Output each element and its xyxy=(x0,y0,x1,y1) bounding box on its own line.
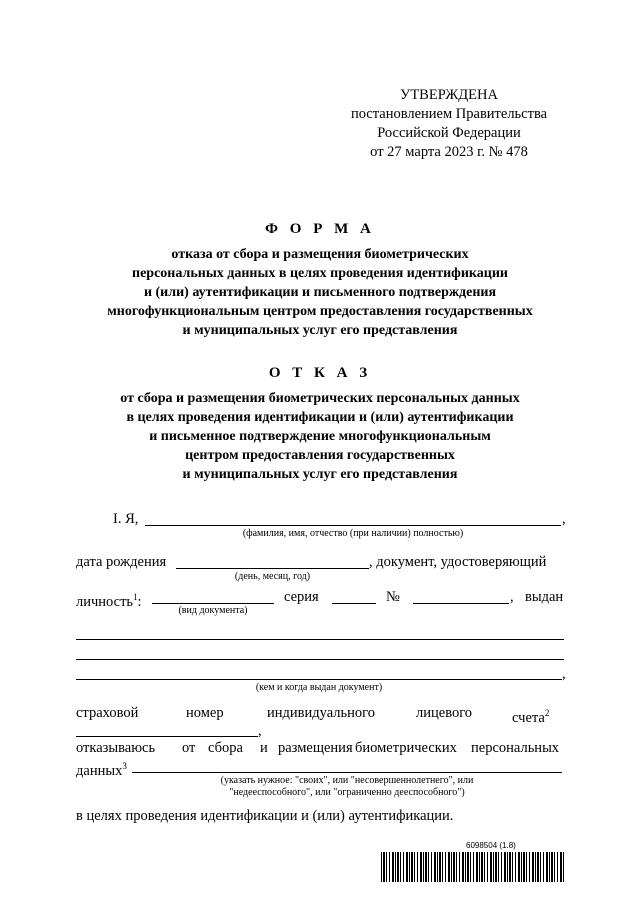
doc-type-field[interactable] xyxy=(152,603,274,604)
barcode-icon xyxy=(381,852,565,882)
data-label-text: данных xyxy=(76,762,123,779)
refuse-word: и xyxy=(260,740,268,756)
approval-line: от 27 марта 2023 г. № 478 xyxy=(370,144,528,160)
refuse-word: биометрических xyxy=(355,740,457,756)
series-label: серия xyxy=(284,589,319,605)
refusal-subtitle-line: в целях проведения идентификации и (или) аутентификации xyxy=(126,410,514,425)
issued-by-line-3[interactable] xyxy=(76,679,562,680)
document-label: , документ, удостоверяющий xyxy=(369,554,547,570)
refuse-word: отказываюсь xyxy=(76,740,156,756)
i-label: I. Я, xyxy=(113,511,139,527)
full-name-caption: (фамилия, имя, отчество (при наличии) полностью) xyxy=(242,528,464,539)
issued-by-line-2[interactable] xyxy=(76,659,564,660)
refusal-subtitle-line: и муниципальных услуг его представления xyxy=(182,467,458,482)
refuse-word: от xyxy=(182,740,196,756)
form-subtitle-line: персональных данных в целях проведения идентификации xyxy=(132,266,508,281)
refusal-subtitle-line: от сбора и размещения биометрических персональных данных xyxy=(120,391,520,406)
form-subtitle-line: многофункциональным центром предоставления государственных xyxy=(107,304,533,319)
dob-field[interactable] xyxy=(176,568,369,569)
number-field[interactable] xyxy=(413,603,509,604)
data-label xyxy=(76,757,127,780)
refusal-title: О Т К А З xyxy=(268,365,372,381)
snils-word: индивидуального xyxy=(267,705,375,721)
whose-caption-2: "недееспособного", или "ограниченно дееспособного") xyxy=(229,787,465,798)
form-title: Ф О Р М А xyxy=(265,221,375,237)
number-label: № xyxy=(386,589,400,605)
identity-label: личность$^1$: xyxy=(76,592,142,610)
snils-word: счета xyxy=(512,709,545,726)
approval-line: УТВЕРЖДЕНА xyxy=(400,87,498,103)
refusal-subtitle xyxy=(60,389,580,484)
snils-word: лицевого xyxy=(416,705,473,721)
dob-label: дата рождения xyxy=(76,554,167,570)
approval-line: Российской Федерации xyxy=(377,125,521,141)
dob-caption: (день, месяц, год) xyxy=(234,571,311,582)
approval-block xyxy=(330,86,568,162)
issued-by-line-1[interactable] xyxy=(76,639,564,640)
form-subtitle xyxy=(60,245,580,340)
form-subtitle-line: отказа от сбора и размещения биометрических xyxy=(171,247,469,262)
issued-caption: (кем и когда выдан документ) xyxy=(255,682,383,693)
whose-data-field[interactable] xyxy=(132,772,562,773)
comma: , xyxy=(562,511,566,527)
purpose-text: в целях проведения идентификации и (или) аутентификации. xyxy=(76,808,454,824)
approval-line: постановлением Правительства xyxy=(350,106,548,122)
identity-label-text: личность xyxy=(76,593,134,610)
footnote-3: 3 xyxy=(122,761,127,771)
snils-word: страховой xyxy=(76,705,139,721)
footnote-1: 1 xyxy=(133,592,138,602)
footnote-2: 2 xyxy=(544,708,550,718)
refuse-word: сбора xyxy=(208,740,243,756)
doc-type-caption: (вид документа) xyxy=(178,605,248,616)
snils-word: номер xyxy=(186,705,224,721)
refusal-subtitle-line: центром предоставления государственных xyxy=(185,448,455,463)
form-subtitle-line: и муниципальных услуг его представления xyxy=(182,323,458,338)
snils-label xyxy=(512,704,549,727)
refuse-word: персональных xyxy=(471,740,560,756)
issued-label: выдан xyxy=(525,589,564,605)
full-name-field[interactable] xyxy=(145,525,561,526)
refuse-word: размещения xyxy=(278,740,353,756)
snils-field[interactable] xyxy=(76,736,258,737)
series-field[interactable] xyxy=(332,603,376,604)
refusal-subtitle-line: и письменное подтверждение многофункциональным xyxy=(149,429,491,444)
form-subtitle-line: и (или) аутентификации и письменного подтверждения xyxy=(143,285,497,300)
barcode-code: 6098504 (1.8) xyxy=(466,841,516,850)
whose-caption-1: (указать нужное: "своих", или "несовершеннолетнего", или xyxy=(220,775,474,786)
